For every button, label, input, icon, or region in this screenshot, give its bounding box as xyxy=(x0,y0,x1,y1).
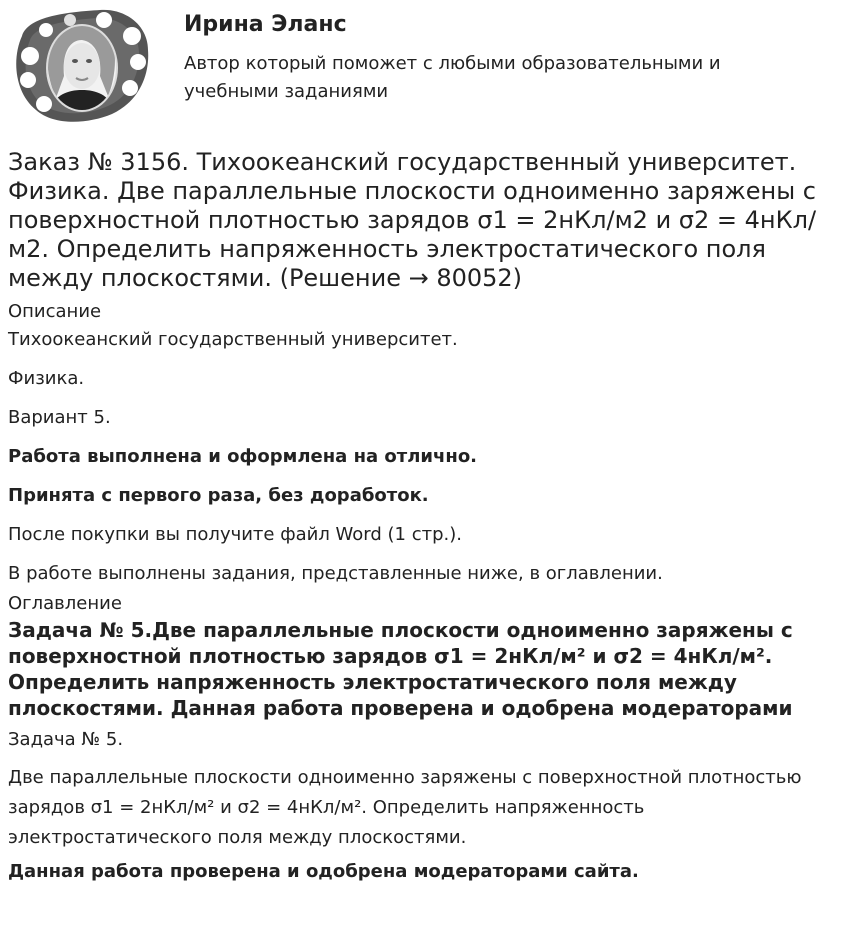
task-text: Две параллельные плоскости одноименно заряжены с поверхностной плотностью зарядов σ1 = 2нКл/м² и σ2 = 4нКл/м². Определить напряженность электростатического поля между плоскостями. xyxy=(8,767,802,848)
description-paragraph: После покупки вы получите файл Word (1 стр.). xyxy=(8,524,463,545)
author-header xyxy=(0,0,847,135)
description-paragraph: Принята с первого раза, без доработок. xyxy=(8,485,429,506)
toc-heading: Задача № 5.Две параллельные плоскости одноименно заряжены с поверхностной плотностью зарядов σ1 = 2нКл/м² и σ2 = 4нКл/м². Определить напряженность электростатического поля между плоскостями. Данная работа проверена и одобрена модераторами xyxy=(8,618,793,720)
description-label: Описание xyxy=(8,301,102,322)
description-paragraph: Тихоокеанский государственный университет. xyxy=(8,329,458,350)
description-paragraph: В работе выполнены задания, представленные ниже, в оглавлении. xyxy=(8,563,663,584)
task-label: Задача № 5. xyxy=(8,729,124,750)
author-name: Ирина Эланс xyxy=(184,12,347,37)
description-paragraph: Физика. xyxy=(8,368,85,389)
description-paragraph: Вариант 5. xyxy=(8,407,111,428)
author-description: Автор который поможет с любыми образовательными и учебными заданиями xyxy=(184,53,721,102)
order-title: Заказ № 3156. Тихоокеанский государственный университет. Физика. Две параллельные плоскости одноименно заряжены с поверхностной плотностью зарядов σ1 = 2нКл/м2 и σ2 = 4нКл/м2. Определить напряженность электростатического поля между плоскостями. (Решение → 80052) xyxy=(8,148,817,292)
description-paragraph: Работа выполнена и оформлена на отлично. xyxy=(8,446,478,467)
film-reel-avatar-icon xyxy=(8,6,152,126)
avatar xyxy=(8,6,152,126)
order-content xyxy=(8,148,843,883)
final-note: Данная работа проверена и одобрена модераторами сайта. xyxy=(8,861,639,882)
toc-label: Оглавление xyxy=(8,593,122,614)
